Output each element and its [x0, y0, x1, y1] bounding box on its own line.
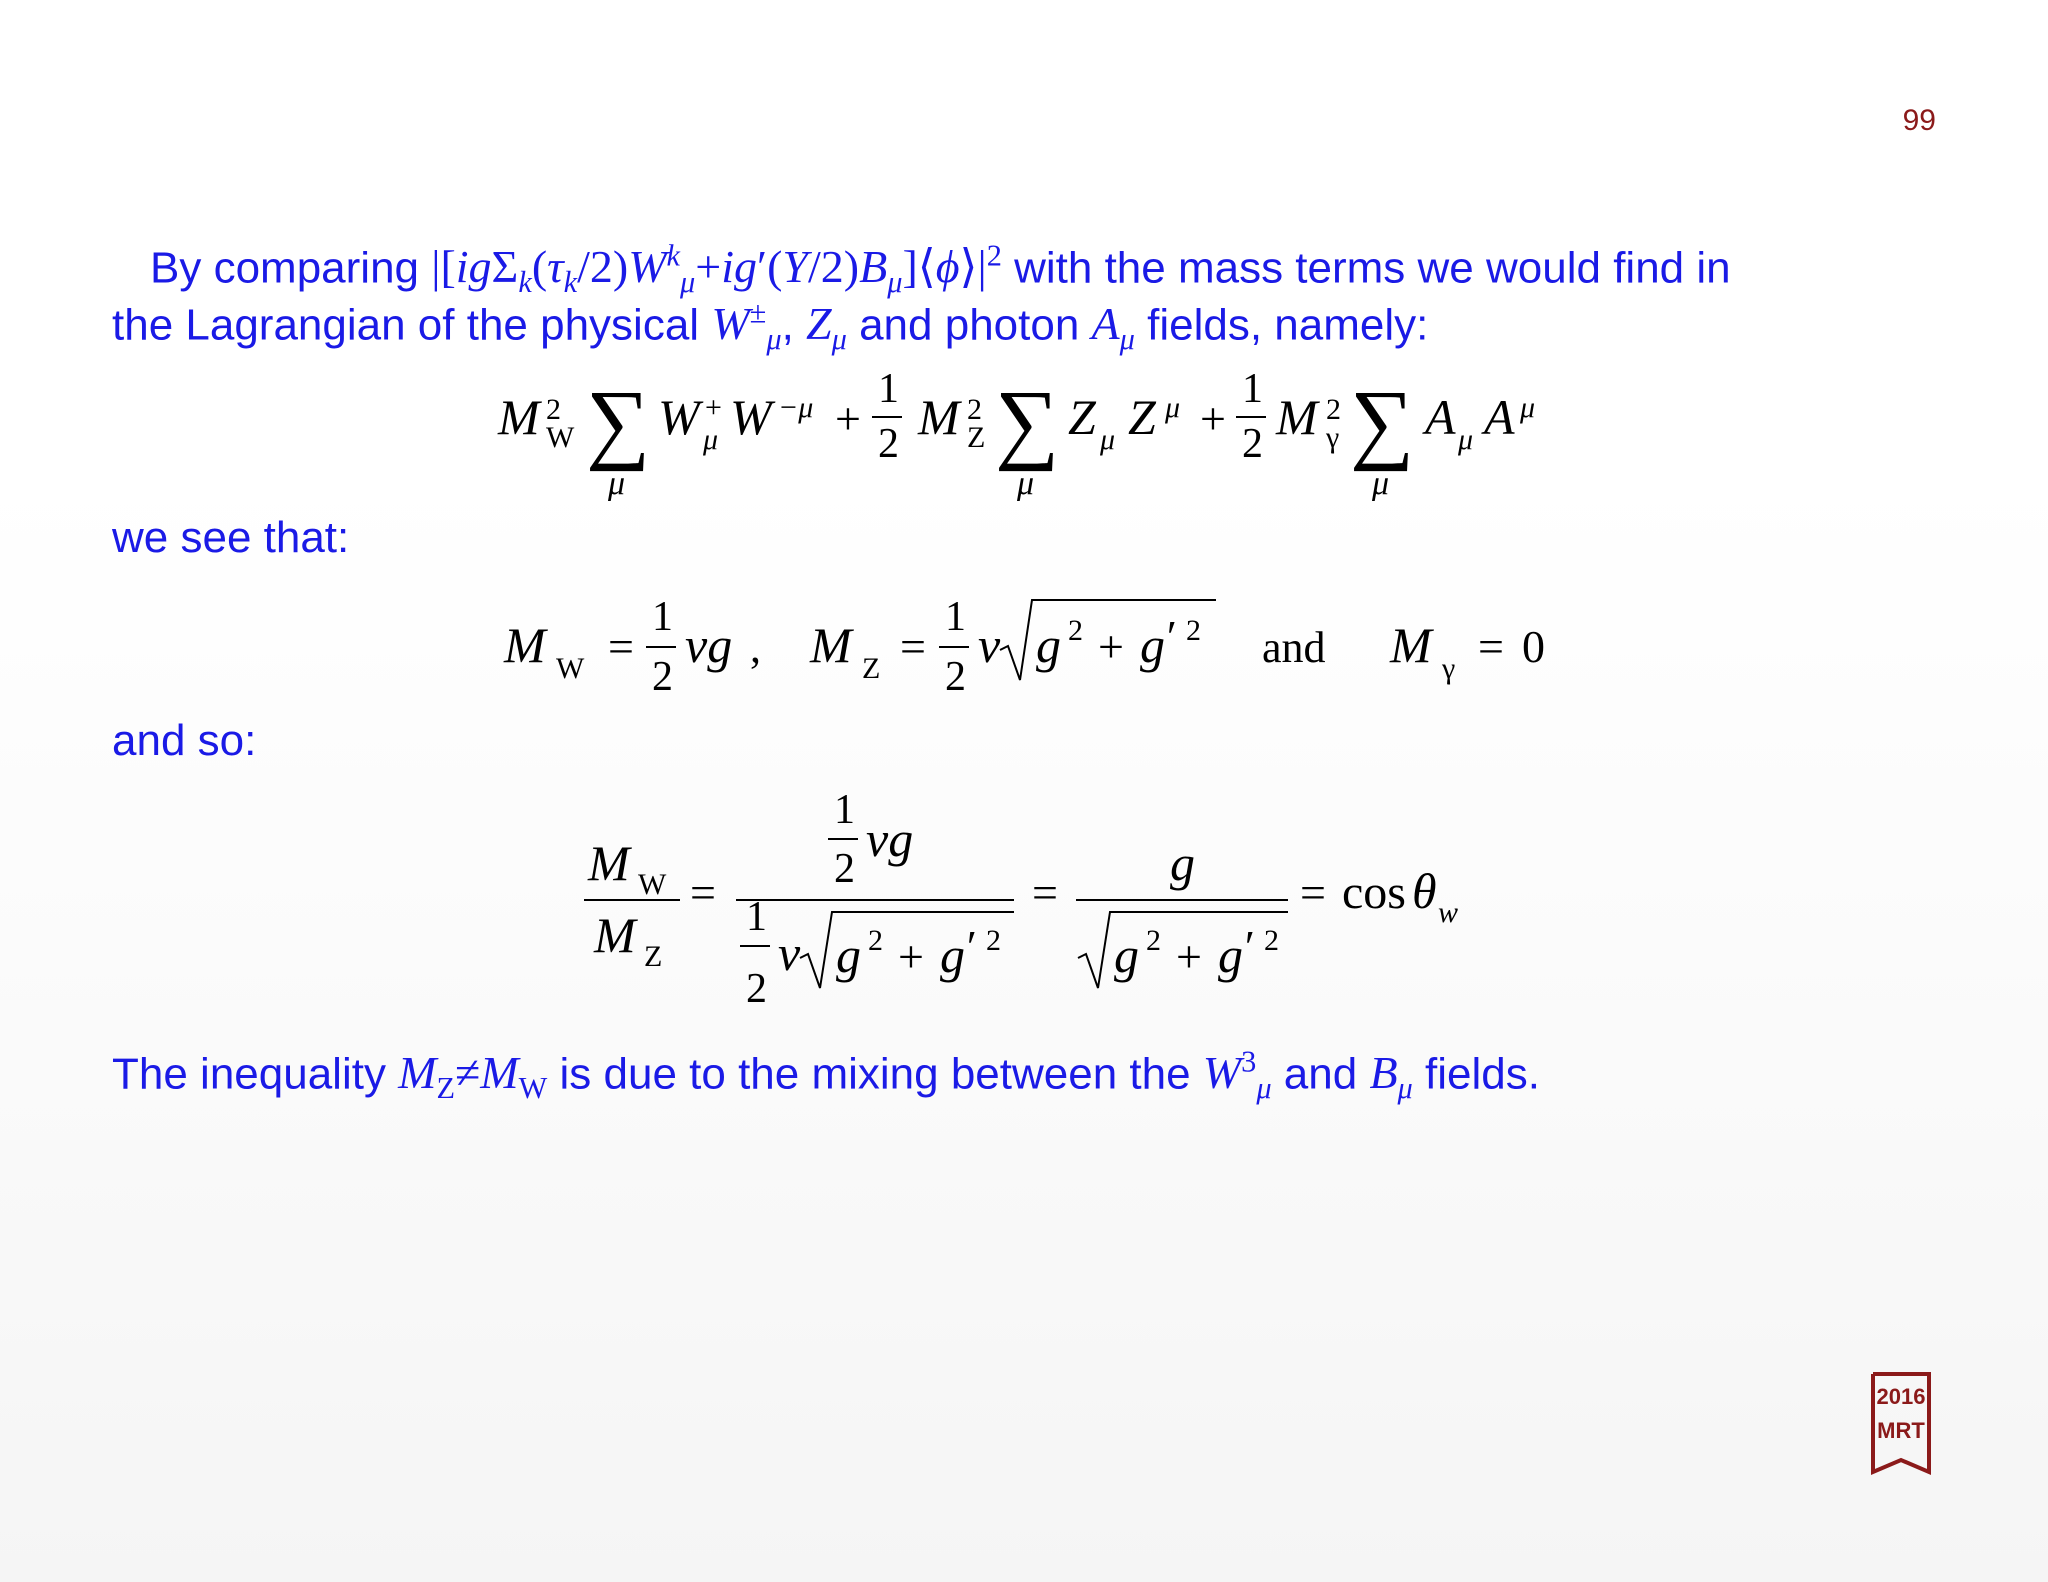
intro-suffix: with the mass terms we would find in	[1001, 243, 1731, 293]
svg-text:2: 2	[945, 654, 966, 700]
svg-text:2: 2	[746, 966, 767, 1012]
svg-text:θ: θ	[1412, 863, 1437, 919]
paragraph-intro-line2	[112, 285, 1428, 368]
svg-text:M: M	[918, 389, 960, 445]
svg-text:M: M	[810, 617, 852, 673]
paragraph-inequality	[112, 1034, 1540, 1117]
svg-text:1: 1	[834, 787, 855, 833]
svg-text:2: 2	[834, 846, 855, 892]
svg-text:Z: Z	[1068, 389, 1096, 445]
svg-text:Z: Z	[967, 421, 986, 454]
svg-text:g: g	[1114, 927, 1139, 983]
svg-text:2: 2	[868, 924, 883, 957]
and-word: and	[1262, 623, 1326, 672]
svg-text:=: =	[900, 621, 926, 672]
svg-text:A: A	[1425, 389, 1456, 445]
svg-text:∑: ∑	[1350, 373, 1415, 472]
svg-text:2: 2	[652, 654, 673, 700]
svg-text:=: =	[608, 621, 634, 672]
svg-text:,: ,	[750, 623, 761, 672]
intro-prefix: By comparing	[150, 243, 432, 293]
svg-text:W: W	[638, 868, 667, 901]
svg-text:W: W	[658, 389, 700, 445]
inline-math-w3: $W^3_\mu$	[1202, 1045, 1272, 1106]
svg-text:′: ′	[1242, 921, 1253, 972]
badge-initials: MRT	[1877, 1418, 1925, 1443]
equation-ratio	[570, 780, 1490, 1025]
svg-text:W: W	[556, 652, 585, 685]
svg-text:1: 1	[652, 594, 673, 640]
svg-text:2: 2	[878, 421, 899, 467]
svg-text:g: g	[1170, 835, 1195, 891]
equation-masses	[500, 580, 1560, 715]
equation-ratio-svg	[570, 780, 1490, 1020]
svg-text:cos: cos	[1342, 866, 1406, 919]
inline-math-inequality: $M_Z\ne M_W$	[398, 1047, 548, 1106]
equation-masses-svg	[500, 580, 1560, 710]
svg-text:M: M	[594, 907, 636, 963]
svg-text:μ: μ	[1165, 391, 1181, 424]
svg-text:+: +	[1200, 393, 1226, 444]
svg-text:g: g	[940, 927, 965, 983]
svg-text:2: 2	[1146, 924, 1161, 957]
svg-text:=: =	[1032, 867, 1058, 918]
svg-text:μ: μ	[1520, 391, 1536, 424]
intro-line2-a: the Lagrangian of the physical	[112, 300, 712, 350]
svg-text:+: +	[1176, 931, 1202, 982]
svg-text:A: A	[1484, 389, 1515, 445]
svg-text:g: g	[1036, 617, 1061, 673]
svg-text:=: =	[1478, 621, 1504, 672]
bookmark-icon	[1870, 1372, 1932, 1476]
svg-text:vg: vg	[866, 811, 914, 867]
svg-text:M: M	[504, 617, 546, 673]
inequality-a: The inequality	[112, 1049, 399, 1099]
svg-text:g: g	[1140, 617, 1165, 673]
svg-text:2: 2	[1186, 614, 1201, 647]
svg-text:′: ′	[1164, 611, 1175, 662]
svg-text:W: W	[546, 421, 575, 454]
paragraph-we-see: we see that:	[112, 513, 350, 562]
svg-text:+: +	[898, 931, 924, 982]
svg-text:+: +	[835, 393, 861, 444]
mrt-badge	[1870, 1372, 1932, 1476]
svg-text:−μ: −μ	[778, 391, 814, 424]
inequality-d: fields.	[1412, 1049, 1540, 1099]
svg-text:2: 2	[986, 924, 1001, 957]
page-number: 99	[1902, 104, 1936, 137]
svg-text:2: 2	[1264, 924, 1279, 957]
svg-text:v: v	[778, 925, 801, 981]
svg-text:1: 1	[945, 594, 966, 640]
svg-text:g: g	[836, 927, 861, 983]
svg-text:2: 2	[1068, 614, 1083, 647]
svg-text:+: +	[705, 391, 722, 424]
svg-text:1: 1	[878, 366, 899, 412]
inequality-c: and	[1271, 1049, 1370, 1099]
svg-text:∑: ∑	[586, 373, 651, 472]
intro-line2-b: ,	[781, 300, 807, 350]
svg-text:M: M	[1390, 617, 1432, 673]
inequality-b: is due to the mixing between the	[547, 1049, 1203, 1099]
svg-text:2: 2	[1242, 421, 1263, 467]
inline-math-b: $B_\mu$	[1369, 1047, 1413, 1106]
svg-text:+: +	[1098, 621, 1124, 672]
svg-text:′: ′	[964, 921, 975, 972]
svg-text:Z: Z	[862, 652, 881, 685]
svg-text:vg: vg	[685, 617, 733, 673]
svg-text:μ: μ	[1458, 423, 1474, 456]
svg-text:v: v	[978, 617, 1001, 673]
svg-text:Z: Z	[644, 940, 663, 973]
inline-math-a: $A_\mu$	[1091, 298, 1135, 357]
intro-line2-c: and photon	[846, 300, 1092, 350]
inline-math-z: $Z_\mu$	[806, 298, 847, 357]
equation-mass-terms	[490, 362, 1570, 517]
svg-text:γ: γ	[1442, 652, 1456, 685]
equation-mass-terms-svg	[490, 362, 1570, 512]
svg-text:μ: μ	[1017, 465, 1035, 502]
inline-math-expression: $|[ig\Sigma_k(\tau_k/2)W^k_\mu+ig'(Y/2)B_\mu]⟨\phi⟩|^2$	[431, 239, 1002, 300]
svg-text:M: M	[1276, 389, 1318, 445]
svg-text:μ: μ	[1372, 465, 1390, 502]
svg-text:μ: μ	[608, 465, 626, 502]
svg-text:g: g	[1218, 927, 1243, 983]
svg-text:1: 1	[1242, 366, 1263, 412]
svg-text:2: 2	[546, 393, 561, 426]
paragraph-and-so: and so:	[112, 716, 257, 765]
svg-text:Z: Z	[1128, 389, 1156, 445]
svg-text:∑: ∑	[995, 373, 1060, 472]
svg-text:M: M	[498, 389, 540, 445]
inline-math-wpm: $W^\pm_\mu$	[711, 296, 782, 357]
svg-text:1: 1	[746, 894, 767, 940]
svg-text:2: 2	[967, 393, 982, 426]
svg-text:μ: μ	[703, 423, 719, 456]
svg-text:M: M	[588, 835, 630, 891]
svg-text:0: 0	[1522, 621, 1545, 672]
svg-text:=: =	[690, 867, 716, 918]
intro-line2-d: fields, namely:	[1134, 300, 1429, 350]
svg-text:μ: μ	[1100, 423, 1116, 456]
svg-text:W: W	[730, 389, 772, 445]
svg-text:γ: γ	[1326, 421, 1340, 454]
svg-text:w: w	[1438, 896, 1459, 929]
svg-text:=: =	[1300, 867, 1326, 918]
badge-year: 2016	[1876, 1384, 1926, 1409]
svg-text:2: 2	[1326, 393, 1341, 426]
